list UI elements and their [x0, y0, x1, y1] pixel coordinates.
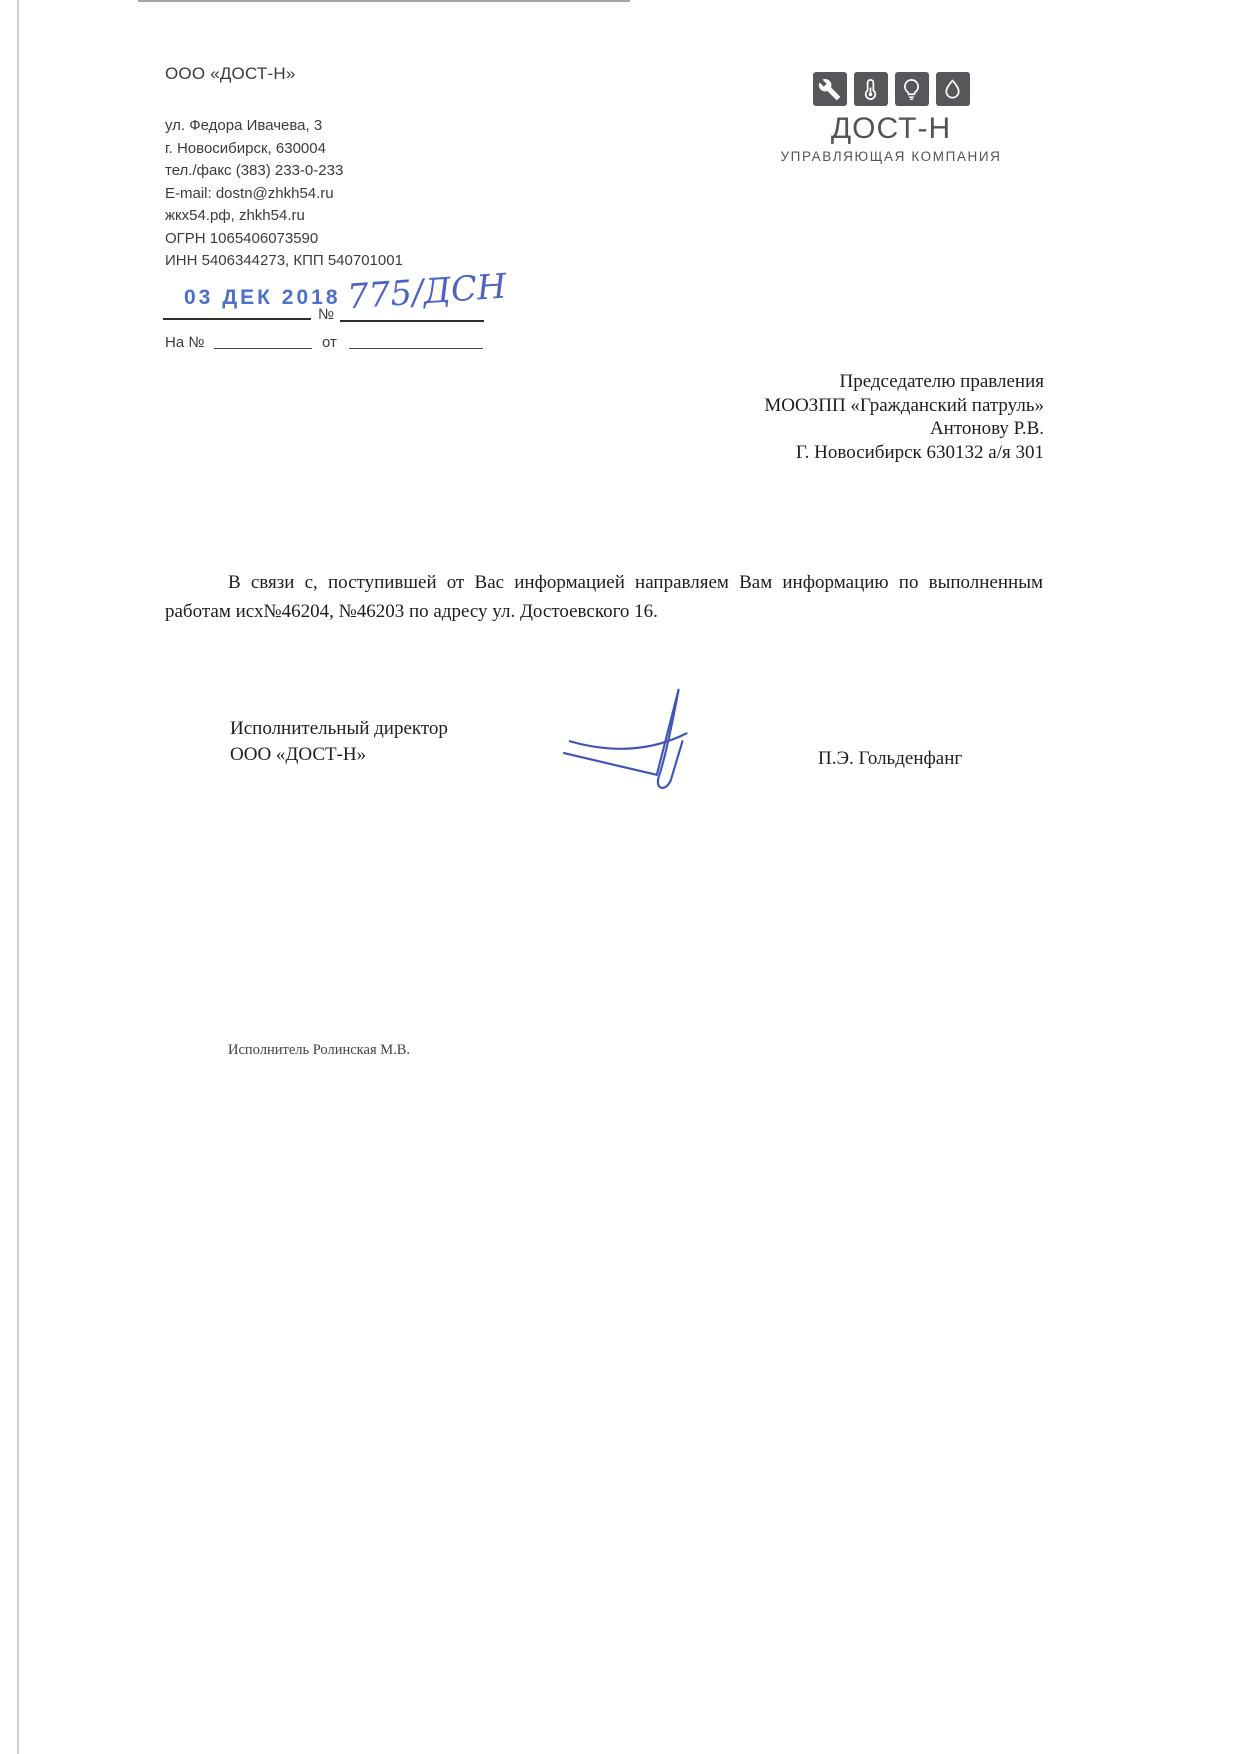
number-label: №	[318, 306, 335, 323]
signatory-name: П.Э. Гольденфанг	[818, 748, 963, 769]
letterhead-phone: тел./факс (383) 233-0-233	[165, 162, 344, 179]
logo-icon-row	[813, 72, 970, 106]
recipient-organization: МООЗПП «Гражданский патруль»	[764, 394, 1044, 416]
recipient-name: Антонову Р.В.	[929, 418, 1044, 439]
date-underline	[163, 296, 311, 320]
company-name: ООО «ДОСТ-Н»	[165, 64, 296, 83]
recipient-address: Г. Новосибирск 630132 а/я 301	[795, 441, 1044, 463]
droplet-icon	[936, 72, 970, 106]
letter-body: В связи с, поступившей от Вас информацией направляем Вам информацию по выполненным работам исх№46204, №46203 по адресу ул. Достоевского 16.	[165, 572, 1043, 622]
date-stamp: 03 ДЕК 2018	[184, 286, 341, 309]
signature	[562, 682, 720, 800]
number-underline	[340, 298, 484, 322]
logo-title: ДОСТ-Н	[830, 112, 952, 145]
signatory-position-line2: ООО «ДОСТ-Н»	[230, 744, 367, 765]
recipient-position: Председателю правления	[839, 371, 1044, 392]
scan-artifact-top-edge	[138, 0, 630, 2]
logo-subtitle: УПРАВЛЯЮЩАЯ КОМПАНИЯ	[780, 149, 1002, 164]
letterhead-ogrn: ОГРН 1065406073590	[165, 229, 319, 247]
ref-number-label: На №	[165, 334, 205, 351]
recipient-block	[660, 370, 1044, 464]
executor-line: Исполнитель Ролинская М.В.	[228, 1042, 411, 1058]
letterhead-inn-kpp: ИНН 5406344273, КПП 540701001	[165, 252, 403, 269]
company-logo	[770, 72, 1012, 164]
letterhead-email: E-mail: dostn@zhkh54.ru	[165, 184, 334, 202]
letterhead-websites: жкх54.рф, zhkh54.ru	[165, 207, 305, 224]
thermometer-icon	[854, 72, 888, 106]
ref-number-blank	[214, 330, 312, 349]
signatory-position	[230, 716, 448, 768]
letterhead-address-line1: ул. Федора Ивачева, 3	[165, 117, 323, 134]
ref-date-blank	[349, 330, 483, 349]
ref-from-label: от	[322, 334, 337, 351]
signatory-position-line1: Исполнительный директор	[230, 718, 448, 739]
letterhead-address-line2: г. Новосибирск, 630004	[165, 139, 326, 157]
scan-artifact-left-edge	[17, 0, 19, 1754]
outgoing-number-handwritten: 775/ДСН	[345, 266, 508, 318]
lightbulb-icon	[895, 72, 929, 106]
wrench-icon	[813, 72, 847, 106]
letterhead	[165, 115, 403, 273]
